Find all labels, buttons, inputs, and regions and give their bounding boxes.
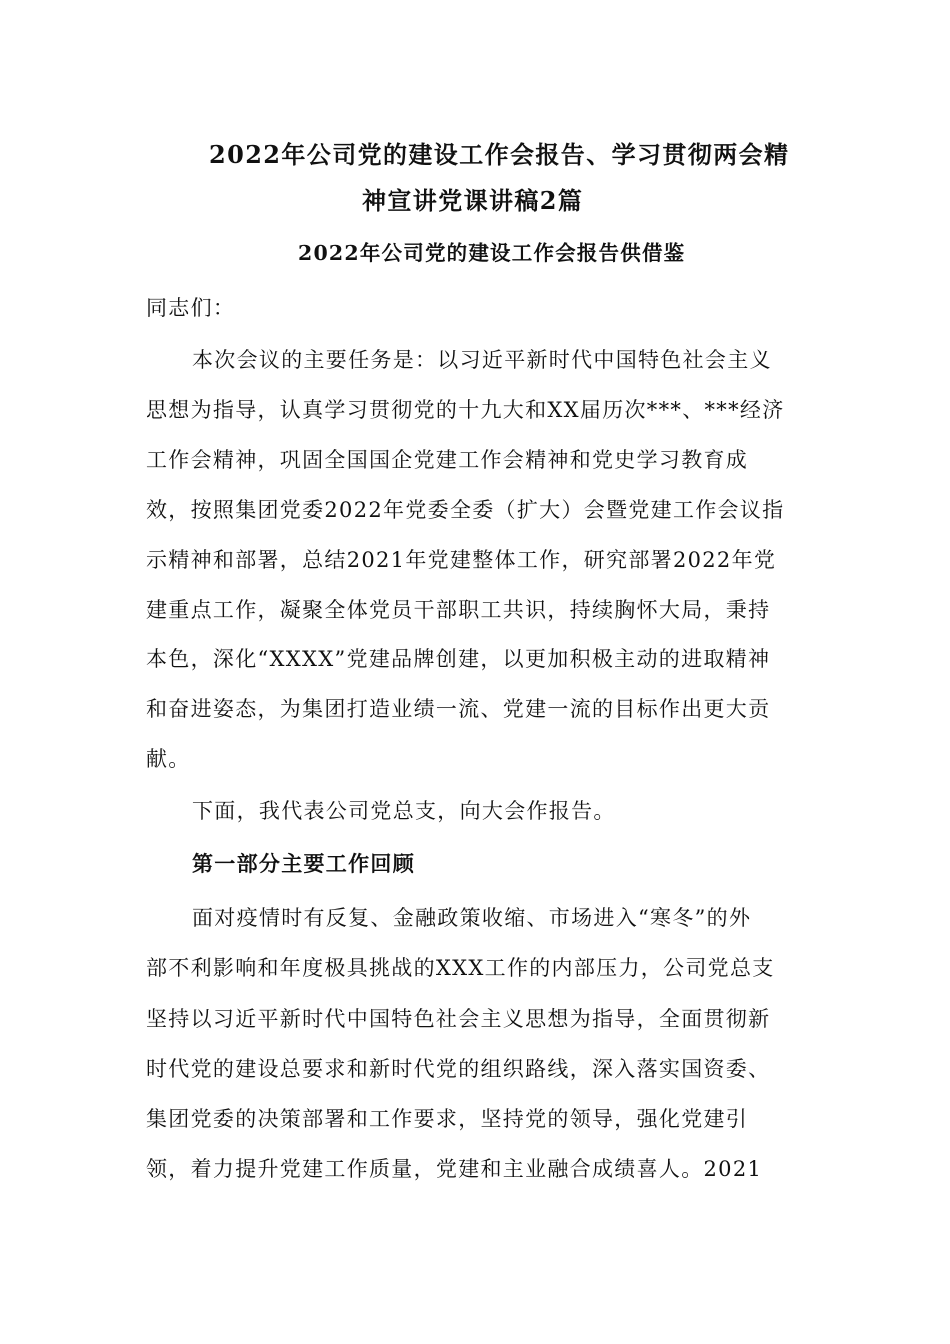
paragraph-line: 献。	[146, 747, 191, 771]
salutation: 同志们：	[146, 296, 236, 320]
paragraph-2: 下面，我代表公司党总支，向大会作报告。	[192, 799, 616, 823]
paragraph-line: 和奋进姿态，为集团打造业绩一流、党建一流的目标作出更大贡	[146, 697, 771, 721]
document-title-line-1: 2022年公司党的建设工作会报告、学习贯彻两会精	[209, 140, 790, 169]
paragraph-line: 示精神和部署，总结2021年党建整体工作，研究部署2022年党	[146, 548, 777, 572]
paragraph-line: 建重点工作，凝聚全体党员干部职工共识，持续胸怀大局，秉持	[146, 598, 771, 622]
paragraph-line: 坚持以习近平新时代中国特色社会主义思想为指导，全面贯彻新	[146, 1007, 771, 1031]
section-heading: 第一部分主要工作回顾	[192, 851, 415, 876]
paragraph-line: 效，按照集团党委2022年党委全委（扩大）会暨党建工作会议指	[146, 498, 785, 522]
paragraph-line: 思想为指导，认真学习贯彻党的十九大和XX届历次***、***经济	[146, 398, 785, 422]
paragraph-line: 集团党委的决策部署和工作要求，坚持党的领导，强化党建引	[146, 1107, 749, 1131]
paragraph-line: 面对疫情时有反复、金融政策收缩、市场进入“寒冬”的外	[192, 906, 752, 930]
paragraph-line: 本次会议的主要任务是：以习近平新时代中国特色社会主义	[192, 348, 772, 372]
paragraph-line: 时代党的建设总要求和新时代党的组织路线，深入落实国资委、	[146, 1057, 771, 1081]
paragraph-line: 部不利影响和年度极具挑战的XXX工作的内部压力，公司党总支	[146, 956, 775, 980]
paragraph-line: 工作会精神，巩固全国国企党建工作会精神和党史学习教育成	[146, 448, 749, 472]
document-title-line-2: 神宣讲党课讲稿2篇	[362, 186, 584, 215]
document-subtitle: 2022年公司党的建设工作会报告供借鉴	[298, 241, 686, 265]
paragraph-line: 领，着力提升党建工作质量，党建和主业融合成绩喜人。2021	[146, 1157, 763, 1181]
paragraph-line: 本色，深化“XXXX”党建品牌创建，以更加积极主动的进取精神	[146, 647, 771, 671]
